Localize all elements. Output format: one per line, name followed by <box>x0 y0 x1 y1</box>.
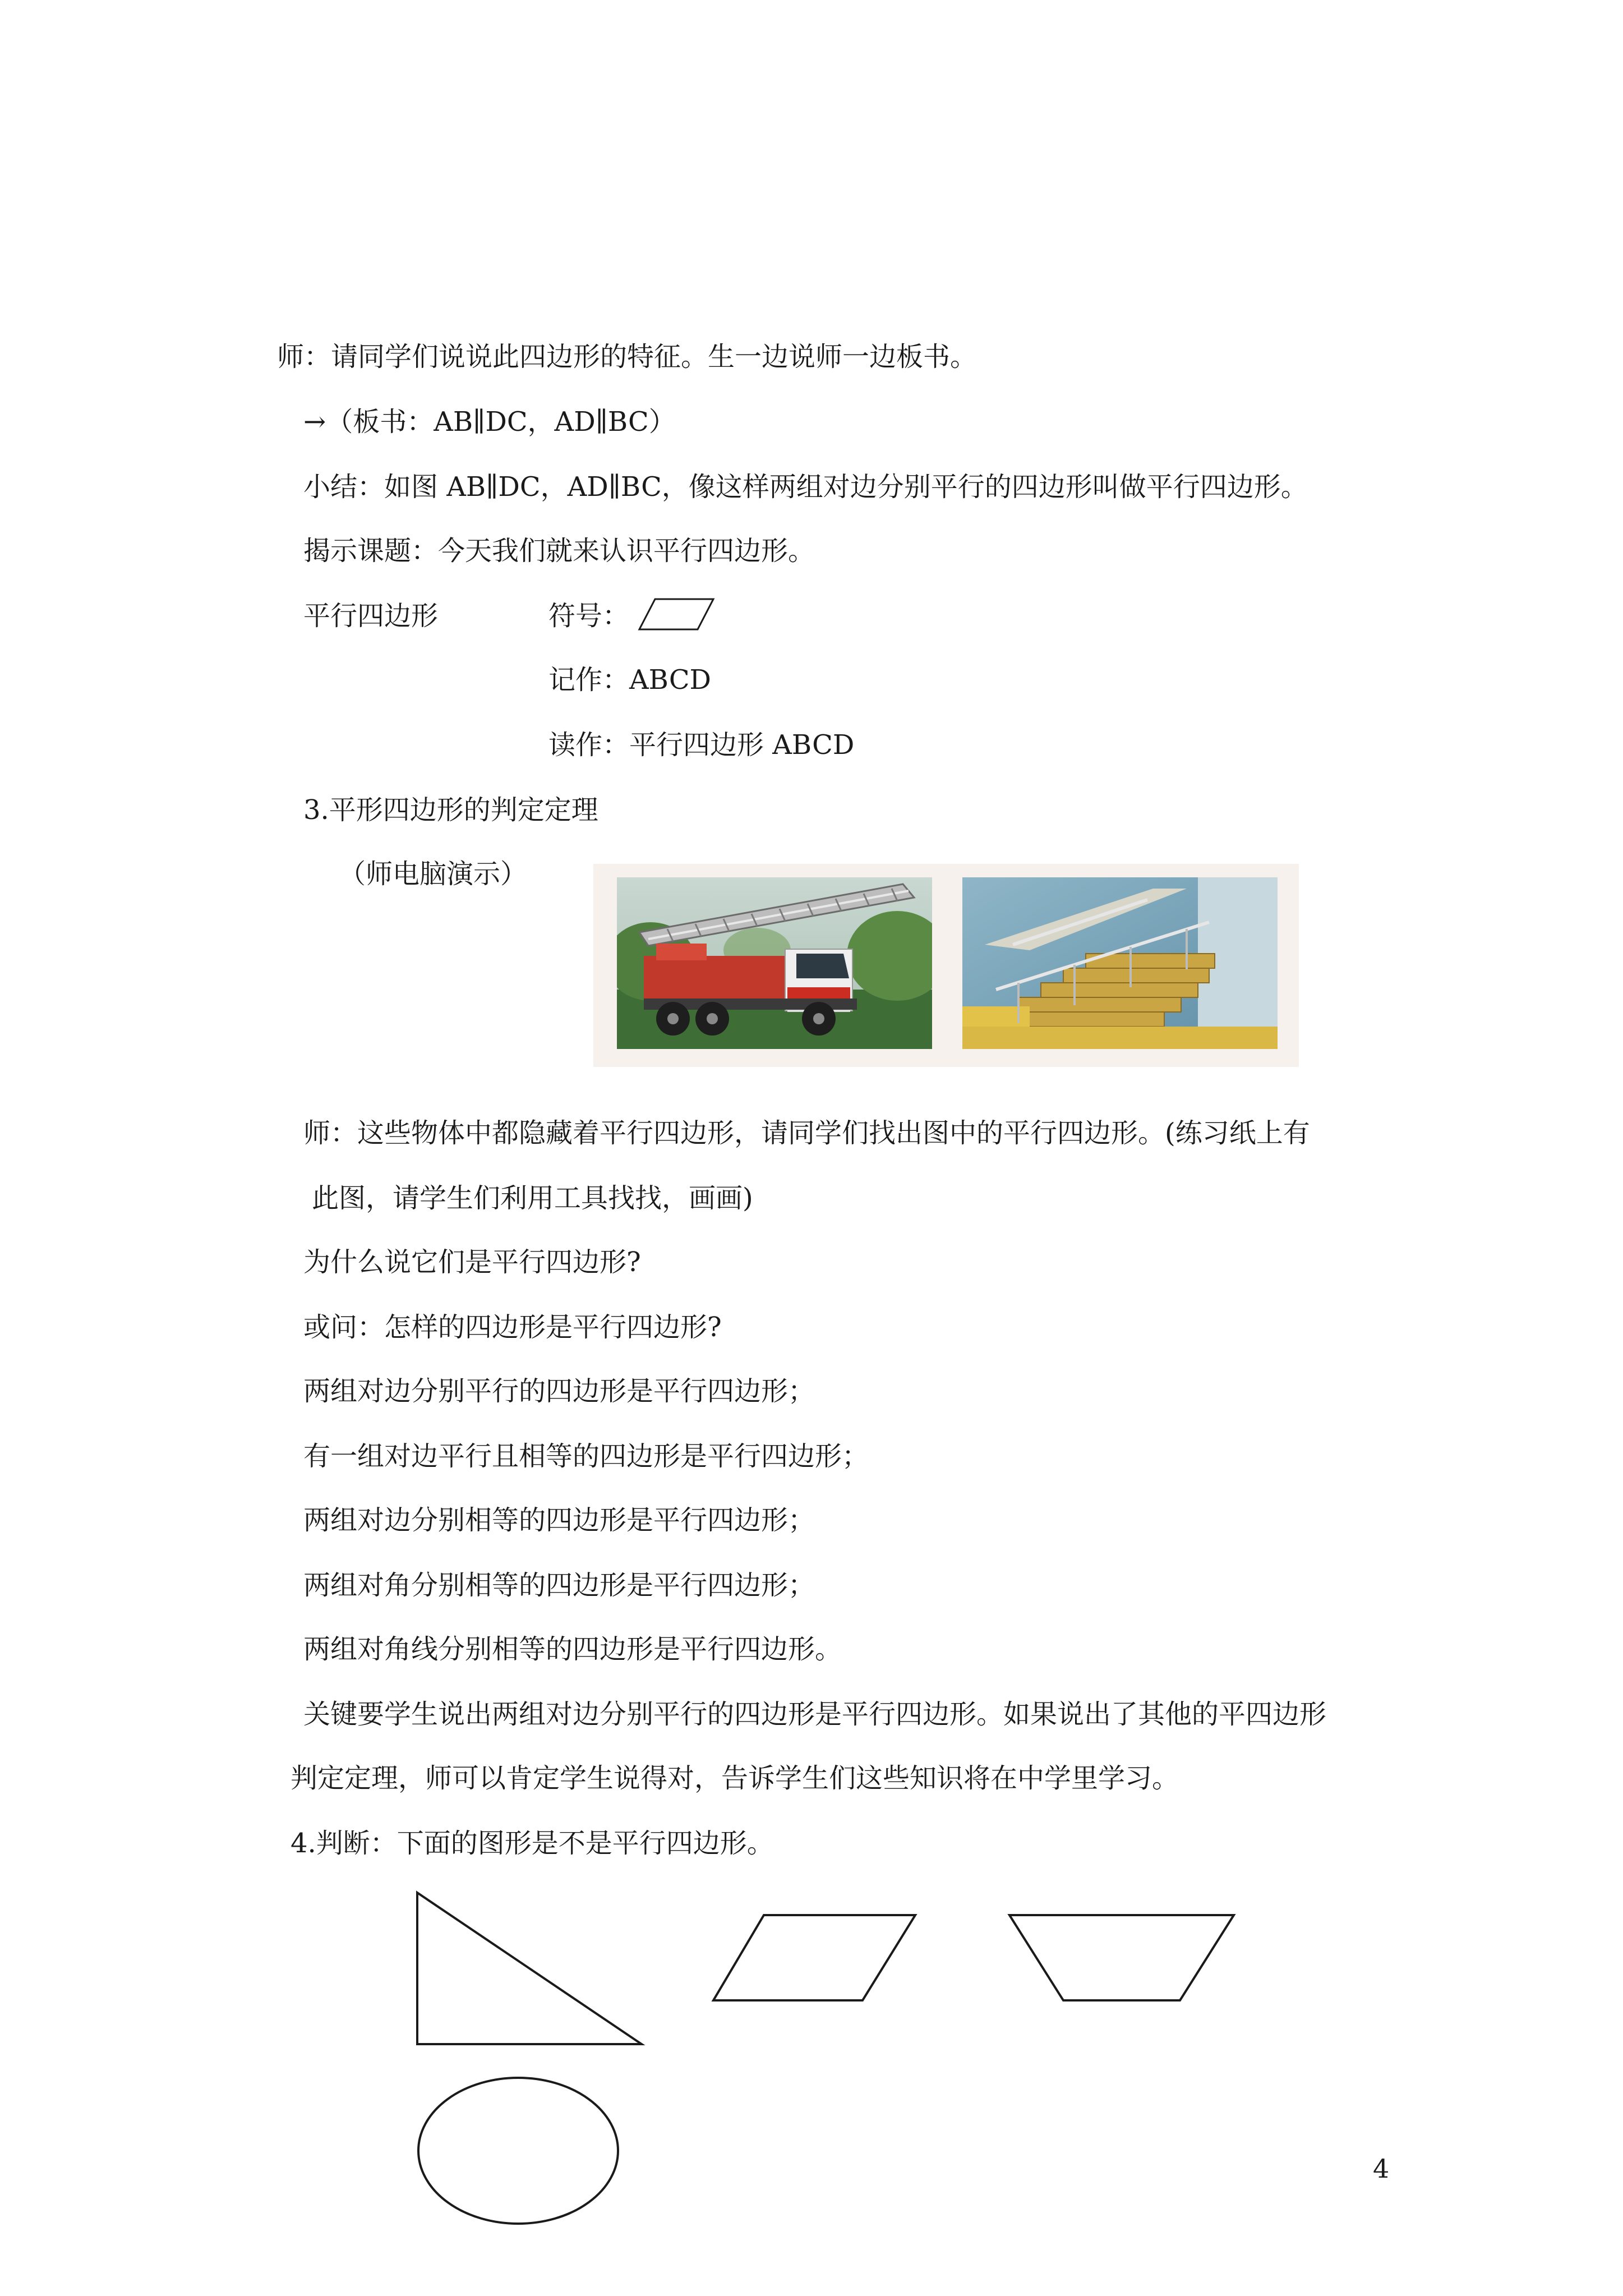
parallelogram-shape <box>711 1913 919 2003</box>
text-line-20: 判定定理，师可以肯定学生说得对，告诉学生们这些知识将在中学里学习。 <box>291 1763 1179 1794</box>
parallelogram-symbol-icon <box>637 597 716 632</box>
text-line-11: 此图，请学生们利用工具找找，画画) <box>312 1182 753 1214</box>
text-line-12: 为什么说它们是平行四边形? <box>303 1246 641 1278</box>
staircase-railing-photo <box>962 877 1278 1049</box>
text-line-14: 两组对边分别平行的四边形是平行四边形； <box>303 1375 815 1407</box>
text-line-16: 两组对边分别相等的四边形是平行四边形； <box>303 1504 815 1536</box>
text-line-10: 师：这些物体中都隐藏着平行四边形，请同学们找出图中的平行四边形。(练习纸上有 <box>303 1117 1310 1149</box>
text-line-7: 读作：平行四边形 ABCD <box>548 729 855 761</box>
text-line-15: 有一组对边平行且相等的四边形是平行四边形； <box>303 1441 869 1472</box>
fire-truck-ladder-photo <box>617 877 932 1049</box>
text-line-3: 小结：如图 AB∥DC，AD∥BC，像这样两组对边分别平行的四边形叫做平行四边形。 <box>303 471 1308 503</box>
ellipse-shape <box>415 2076 623 2227</box>
page-number: 4 <box>1373 2154 1390 2184</box>
text-line-9: （师电脑演示） <box>339 858 528 890</box>
text-line-17: 两组对角分别相等的四边形是平行四边形； <box>303 1570 815 1601</box>
text-line-6: 记作：ABCD <box>548 664 712 696</box>
text-line-19: 关键要学生说出两组对边分别平行的四边形是平行四边形。如果说出了其他的平四边形 <box>303 1699 1327 1730</box>
text-line-21: 4.判断：下面的图形是不是平行四边形。 <box>291 1828 774 1859</box>
text-line-2: →（板书：AB∥DC，AD∥BC） <box>303 406 676 438</box>
right-triangle-shape <box>415 1890 651 2047</box>
text-line-5-symbol-label: 符号： <box>548 600 630 632</box>
photo-strip <box>593 864 1299 1067</box>
text-line-18: 两组对角线分别相等的四边形是平行四边形。 <box>303 1634 842 1665</box>
text-line-4: 揭示课题：今天我们就来认识平行四边形。 <box>303 535 815 567</box>
text-line-1: 师：请同学们说说此四边形的特征。生一边说师一边板书。 <box>277 341 978 372</box>
text-line-8: 3.平形四边形的判定定理 <box>303 794 598 826</box>
text-line-5-term: 平行四边形 <box>303 600 439 632</box>
text-line-13: 或问：怎样的四边形是平行四边形? <box>303 1312 722 1343</box>
trapezoid-shape <box>1007 1913 1237 2003</box>
